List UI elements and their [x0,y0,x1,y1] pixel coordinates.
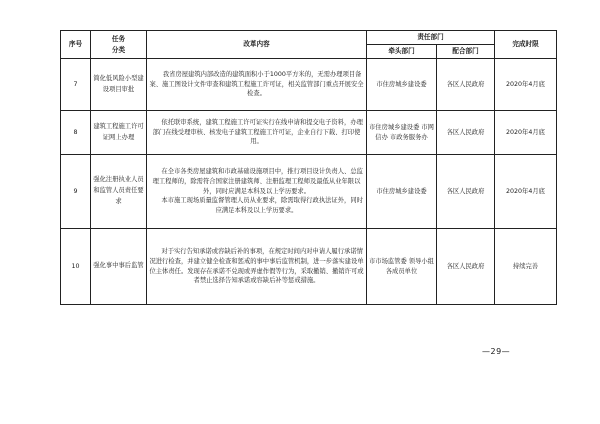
header-coop-dept: 配合部门 [437,45,495,59]
content-paragraph: 对于实行告知承诺或容缺后补的事项，在规定时间内对申请人履行承诺情况进行检查，并建立健全检查和惩戒的事中事后监管机制，进一步落实建设单位主体责任。发现存在承诺不兑现或弄虚作假等行为，采取撤销、撤销许可或者禁止选择告知承诺或容缺后补等惩戒措施。 [149,248,364,285]
row-lead-dept: 市住房城乡建设委 [367,59,437,111]
row-deadline: 2020年4月底 [495,111,557,155]
row-content [147,111,367,155]
row-seq: 9 [61,155,91,229]
row-seq: 8 [61,111,91,155]
header-lead-dept: 牵头部门 [367,45,437,59]
row-seq: 7 [61,59,91,111]
row-category: 强化事中事后监管 [91,229,147,305]
content-paragraph: 本市施工现场质量监督管理人员从业要求，除需取得行政执法证外，同时应满足本科及以上学历要求。 [161,197,363,215]
header-category-top: 任务 [111,35,126,44]
table-row [61,155,557,229]
header-deadline: 完成时限 [495,31,557,59]
table-row [61,229,557,305]
row-deadline: 持续完善 [495,229,557,305]
table-row [61,59,557,111]
reform-table [60,30,557,305]
row-coop-dept: 各区人民政府 [437,229,495,305]
row-category: 简化低风险小型建设项目审批 [91,59,147,111]
row-content [147,155,367,229]
content-paragraph: 依托联审系统，建筑工程施工许可证实行在线申请和提交电子资料，办理部门在线受理审核、核发电子建筑工程施工许可证，企业自行下载、打印使用。 [152,118,363,146]
page-number: —29— [482,347,511,356]
header-category [91,31,147,59]
row-deadline: 2020年4月底 [495,155,557,229]
row-deadline: 2020年4月底 [495,59,557,111]
row-coop-dept: 各区人民政府 [437,111,495,155]
row-seq: 10 [61,229,91,305]
row-content [147,229,367,305]
content-paragraph: 在全市各类房屋建筑和市政基础设施项目中，推行项目设计负责人、总监理工程师的，除需符合国家注册建筑师、注册监理工程师及最低从业年限以外，同时应满足本科及以上学历要求。 [152,168,363,195]
header-dept-group: 责任部门 [367,31,495,45]
row-coop-dept: 各区人民政府 [437,59,495,111]
row-lead-dept: 市住房城乡建设委 [367,155,437,229]
header-seq: 序号 [61,31,91,59]
row-category: 强化注册执业人员和监管人员责任要求 [91,155,147,229]
row-coop-dept: 各区人民政府 [437,155,495,229]
header-category-bottom: 分类 [111,45,126,54]
row-lead-dept: 市住房城乡建设委 市网信办 市政务服务办 [367,111,437,155]
row-category: 建筑工程施工许可证网上办理 [91,111,147,155]
row-lead-dept: 市市场监管委 领导小组各成员单位 [367,229,437,305]
header-content: 改革内容 [147,31,367,59]
table-row [61,111,557,155]
row-content [147,59,367,111]
content-paragraph: 我省房屋建筑内部改造的建筑面积小于1000平方米的，无需办理项目备案、施工图设计文件审查和建筑工程施工许可证，相关监管部门重点开展安全检查。 [149,70,364,98]
